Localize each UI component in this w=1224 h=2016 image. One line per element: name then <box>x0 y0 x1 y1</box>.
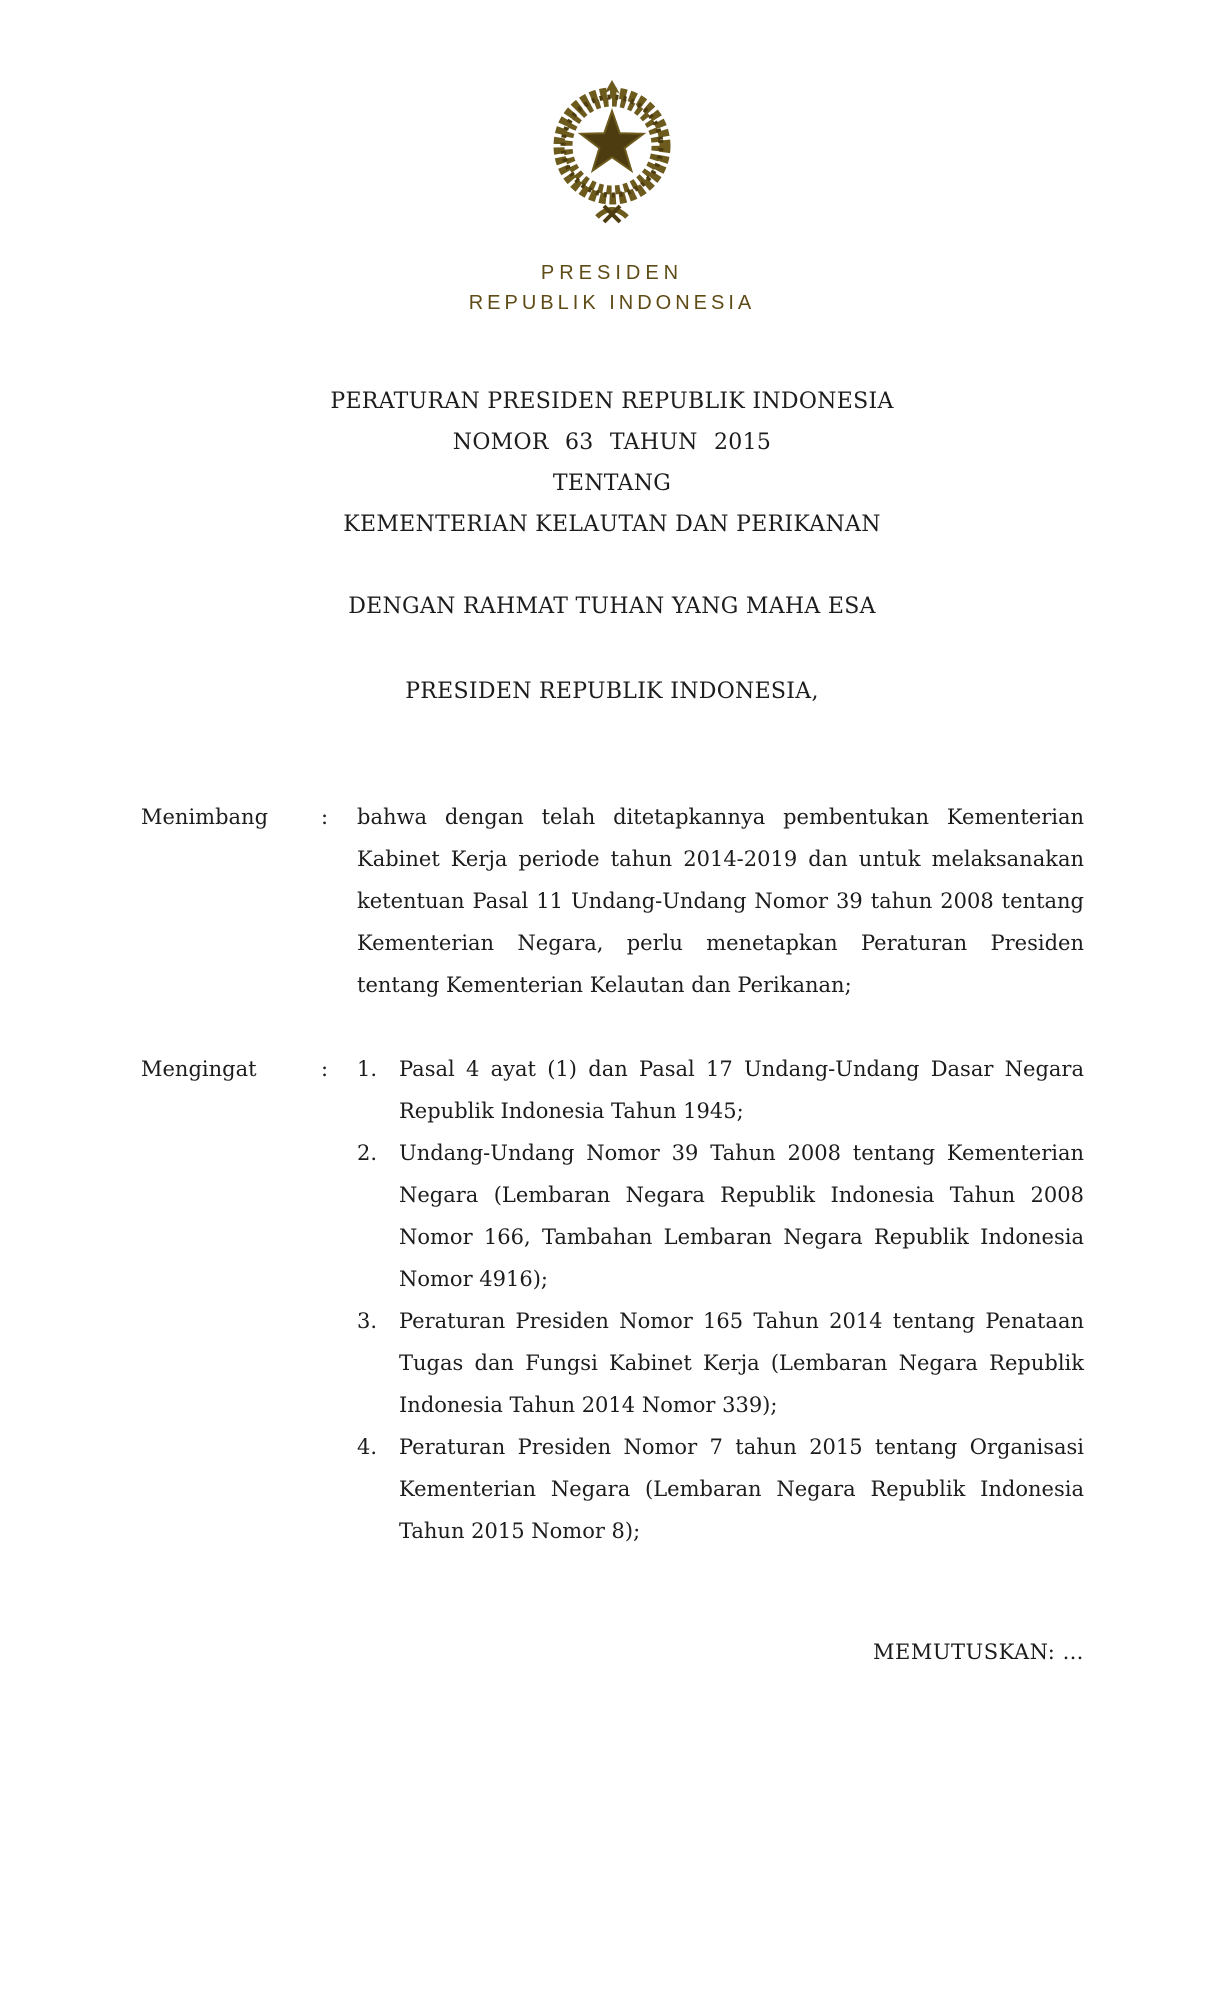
invocation-line: DENGAN RAHMAT TUHAN YANG MAHA ESA <box>348 594 876 619</box>
regulation-title <box>0 381 1224 545</box>
preamble-clauses <box>141 796 1084 1552</box>
title-line-number: NOMOR 63 TAHUN 2015 <box>452 430 772 455</box>
considering-text: bahwa dengan telah ditetapkannya pembentukan Kementerian Kabinet Kerja periode tahun 2014-2019 dan untuk melaksanakan ketentuan Pasal 11 Undang-Undang Nomor 39 tahun 2008 tentang Kementerian Negara, perlu menetapkan Peraturan Presiden tentang Kementerian Kelautan dan Perikanan; <box>357 805 1084 997</box>
presidential-emblem <box>0 0 1224 250</box>
title-line-subject: KEMENTERIAN KELAUTAN DAN PERIKANAN <box>343 512 881 537</box>
decision-heading: MEMUTUSKAN: … <box>872 1640 1084 1664</box>
star-wreath-icon <box>537 70 687 246</box>
item-text: Peraturan Presiden Nomor 7 tahun 2015 tentang Organisasi Kementerian Negara (Lembaran Negara Republik Indonesia Tahun 2015 Nomor 8); <box>399 1435 1084 1543</box>
legal-basis-item <box>357 1300 1084 1426</box>
item-number: 2. <box>357 1141 378 1165</box>
title-line-tentang: TENTANG <box>552 471 672 496</box>
remembering-list-wrap <box>357 1048 1084 1552</box>
considering-label: Menimbang <box>141 805 269 829</box>
legal-basis-item <box>357 1132 1084 1300</box>
item-number: 1. <box>357 1057 378 1081</box>
star-icon <box>581 111 644 171</box>
legal-basis-item <box>357 1426 1084 1552</box>
authority-line: PRESIDEN REPUBLIK INDONESIA, <box>405 679 819 704</box>
letterhead <box>0 262 1224 315</box>
title-line-regulation: PERATURAN PRESIDEN REPUBLIK INDONESIA <box>330 389 894 414</box>
considering-clause <box>141 796 1084 1006</box>
remembering-colon: : <box>321 1057 329 1081</box>
legal-basis-list <box>357 1048 1084 1552</box>
item-text: Undang-Undang Nomor 39 Tahun 2008 tentang Kementerian Negara (Lembaran Negara Republik Indonesia Tahun 2008 Nomor 166, Tambahan Lembaran Negara Republik Indonesia Nomor 4916); <box>399 1141 1084 1291</box>
considering-colon: : <box>321 805 329 829</box>
letterhead-republik-indonesia: REPUBLIK INDONESIA <box>468 292 756 314</box>
legal-basis-item <box>357 1048 1084 1132</box>
item-number: 4. <box>357 1435 378 1459</box>
item-text: Peraturan Presiden Nomor 165 Tahun 2014 tentang Penataan Tugas dan Fungsi Kabinet Kerja (Lembaran Negara Republik Indonesia Tahun 2014 Nomor 339); <box>399 1309 1084 1417</box>
item-text: Pasal 4 ayat (1) dan Pasal 17 Undang-Undang Dasar Negara Republik Indonesia Tahun 1945; <box>399 1057 1084 1123</box>
remembering-label: Mengingat <box>141 1057 257 1081</box>
remembering-clause <box>141 1048 1084 1552</box>
item-number: 3. <box>357 1309 378 1333</box>
letterhead-presiden: PRESIDEN <box>540 262 684 284</box>
